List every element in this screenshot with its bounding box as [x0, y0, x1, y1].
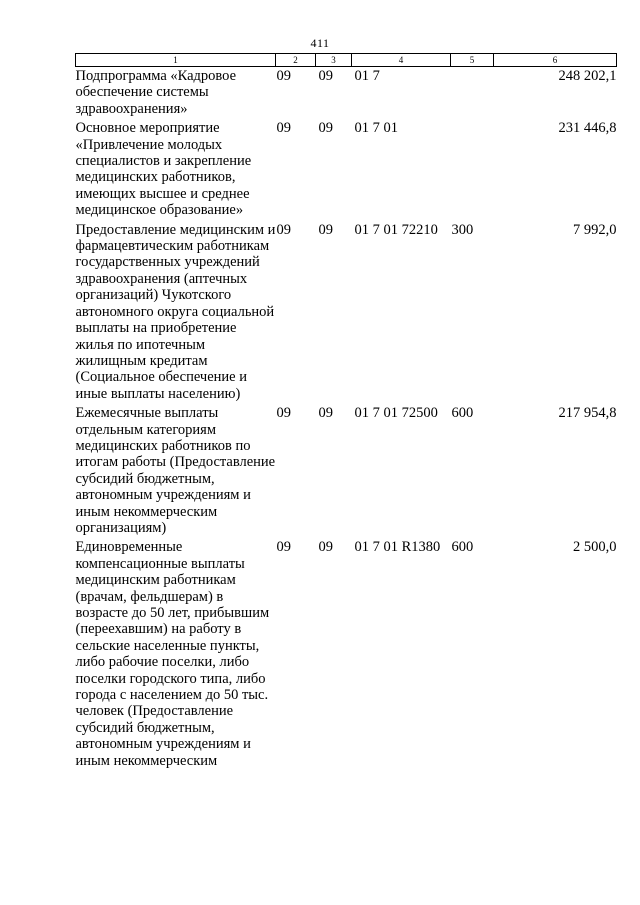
page-number: 411	[310, 36, 330, 50]
table-header-row	[76, 54, 617, 67]
row-expense-type-cell: 600	[451, 539, 474, 556]
table-row	[76, 538, 617, 771]
row-section-cell: 09	[276, 539, 291, 556]
row-target-article-cell: 01 7 01 R1380	[354, 539, 441, 556]
row-section-cell: 09	[276, 120, 291, 137]
row-subsection-cell: 09	[318, 68, 333, 84]
row-section-cell: 09	[276, 68, 291, 84]
row-target-article-cell: 01 7 01	[354, 120, 398, 137]
row-amount-cell: 7 992,0	[573, 221, 617, 238]
row-amount-cell: 2 500,0	[573, 539, 617, 556]
row-target-article-cell: 01 7 01 72500	[354, 405, 438, 422]
row-name-cell: Предоставление медицинским и фармацевтическим работникам государственных учреждений здравоохранения (аптечных организаций) Чукотского автономного округа социальной выплаты на приобретение жилья по ипотечным жилищным кредитам (Социальное обеспечение и иные выплаты населению)	[75, 221, 276, 402]
row-amount-cell: 217 954,8	[558, 405, 617, 422]
row-subsection-cell: 09	[318, 120, 333, 137]
column-header-5: 5	[451, 54, 494, 67]
budget-table	[75, 53, 617, 771]
row-subsection-cell: 09	[318, 405, 333, 422]
row-section-cell: 09	[276, 221, 291, 238]
row-subsection-cell: 09	[318, 221, 333, 238]
row-expense-type-cell	[451, 67, 494, 120]
row-target-article-cell: 01 7 01 72210	[354, 221, 438, 238]
column-header-6: 6	[494, 54, 617, 67]
table-row	[76, 221, 617, 404]
row-amount-cell: 248 202,1	[558, 68, 617, 84]
column-header-3: 3	[316, 54, 352, 67]
table-row	[76, 67, 617, 120]
row-name-cell: Единовременные компенсационные выплаты медицинским работникам (врачам, фельдшерам) в возрасте до 50 лет, прибывшим (переехавшим) на работу в сельские населенные пункты, либо рабочие поселки, либо поселки городского типа, либо города с населением до 50 тыс. человек (Предоставление субсидий бюджетным, автономным учреждениям и иным некоммерческим	[75, 539, 270, 769]
row-target-article-cell: 01 7	[354, 68, 380, 84]
table-row	[76, 119, 617, 220]
row-expense-type-cell	[451, 119, 494, 220]
column-header-1: 1	[76, 54, 276, 67]
row-subsection-cell: 09	[318, 539, 333, 556]
row-name-cell: Подпрограмма «Кадровое обеспечение системы здравоохранения»	[75, 68, 237, 117]
row-name-cell: Ежемесячные выплаты отдельным категориям медицинских работников по итогам работы (Предоставление субсидий бюджетным, автономным учреждениям и иным некоммерческим организациям)	[75, 405, 276, 536]
column-header-2: 2	[276, 54, 316, 67]
column-header-4: 4	[352, 54, 451, 67]
row-expense-type-cell: 300	[451, 221, 474, 238]
row-section-cell: 09	[276, 405, 291, 422]
row-expense-type-cell: 600	[451, 405, 474, 422]
row-name-cell: Основное мероприятие «Привлечение молодых специалистов и закрепление медицинских работников, имеющих высшее и среднее медицинское образование»	[75, 120, 252, 219]
table-row	[76, 404, 617, 538]
row-amount-cell: 231 446,8	[558, 120, 617, 137]
